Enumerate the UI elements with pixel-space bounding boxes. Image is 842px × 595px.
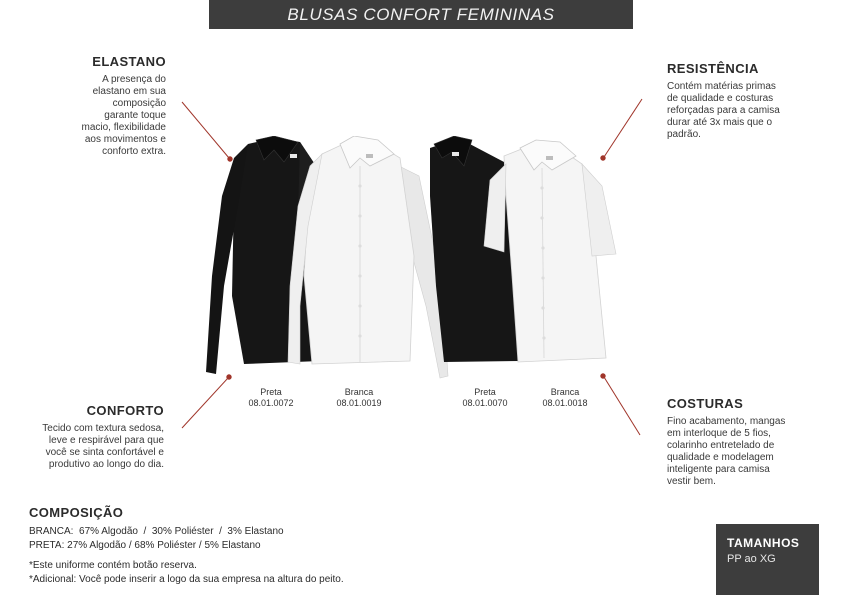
feature-text: Tecido com textura sedosa, leve e respirável para que você se sinta confortável e produtivo ao longo do dia. [42, 423, 164, 470]
leader-line-conforto [182, 378, 228, 428]
sizes-box [716, 524, 819, 595]
blouse-label [546, 156, 553, 160]
product-color: Branca [550, 387, 580, 397]
composition-heading: COMPOSIÇÃO [29, 505, 124, 520]
feature-heading: ELASTANO [92, 54, 166, 69]
composition-section [29, 505, 449, 587]
feature-text: Fino acabamento, mangas em interloque de 5 fios, colarinho entretelado de qualidade e modelagem inteligente para camisa vestir bem. [667, 416, 786, 487]
product-caption [450, 387, 520, 409]
product-caption [236, 387, 306, 409]
blouse-body [304, 140, 414, 364]
note-logo: *Adicional: Você pode inserir a logo da sua empresa na altura do peito. [29, 574, 344, 585]
product-code: 08.01.0070 [462, 398, 508, 408]
feature-costuras [667, 396, 807, 488]
feature-resistencia [667, 61, 807, 141]
product-color: Branca [344, 387, 374, 397]
composition-branca: BRANCA: 67% Algodão / 30% Poliéster / 3% Elastano [29, 526, 284, 537]
composition-preta: PRETA: 27% Algodão / 68% Poliéster / 5% Elastano [29, 540, 261, 551]
blouses-illustration [204, 136, 624, 381]
feature-text: A presença do elastano em sua composição garante toque macio, flexibilidade aos movimentos e conforto extra. [81, 74, 166, 157]
note-reserve-button: *Este uniforme contém botão reserva. [29, 560, 197, 571]
page-title: BLUSAS CONFORT FEMININAS [209, 0, 633, 29]
sizes-value: PP ao XG [727, 553, 776, 565]
feature-heading: CONFORTO [86, 403, 164, 418]
product-color: Preta [474, 387, 496, 397]
product-code: 08.01.0018 [542, 398, 588, 408]
feature-conforto [26, 403, 164, 471]
blouse-label [452, 152, 459, 156]
blouse-label [290, 154, 297, 158]
blouse-label [366, 154, 373, 158]
product-code: 08.01.0072 [248, 398, 294, 408]
feature-elastano [40, 54, 166, 158]
product-caption [530, 387, 600, 409]
feature-heading: RESISTÊNCIA [667, 61, 759, 76]
product-code: 08.01.0019 [336, 398, 382, 408]
blouse-branca-manga-longa-image [288, 136, 448, 378]
feature-text: Contém matérias primas de qualidade e costuras reforçadas para a camisa durar até 3x mais que o padrão. [667, 81, 780, 140]
leader-line-costuras [604, 377, 640, 435]
product-color: Preta [260, 387, 282, 397]
feature-heading: COSTURAS [667, 396, 744, 411]
product-caption [324, 387, 394, 409]
sizes-heading: TAMANHOS [727, 536, 800, 550]
